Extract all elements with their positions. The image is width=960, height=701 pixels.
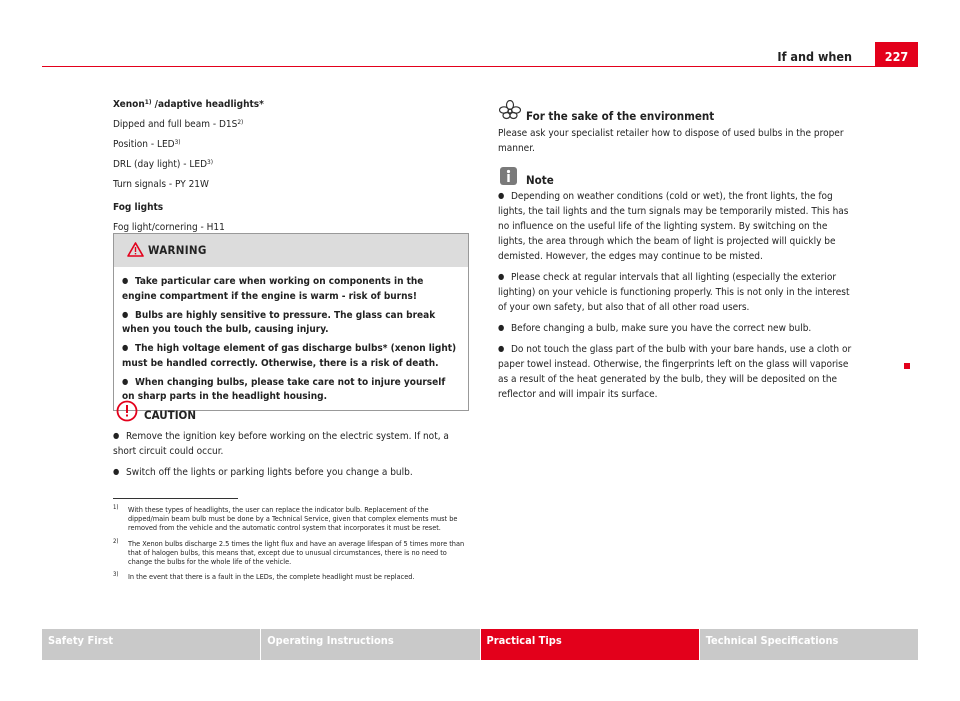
note-title: Note bbox=[526, 173, 554, 187]
page-header-title: If and when bbox=[777, 49, 852, 64]
warning-list bbox=[114, 267, 468, 410]
info-icon bbox=[499, 164, 519, 191]
caution-list bbox=[113, 428, 469, 485]
bottom-nav bbox=[42, 629, 918, 660]
page-number: 227 bbox=[875, 42, 918, 66]
spec-line: Turn signals - PY 21W bbox=[113, 179, 209, 190]
header-rule bbox=[42, 66, 918, 67]
caution-item: ● Remove the ignition key before working on the electric system. If not, a short circuit could occur. bbox=[113, 431, 449, 457]
spec-line: DRL (day light) - LED$^{3)}$ bbox=[113, 158, 214, 170]
footnote: 1) With these types of headlights, the user can replace the indicator bulb. Replacement of the dipped/main beam bulb must be done by a Technical Service, given that complex elements must be removed from the vehicle and the automatic control system that incorporates it must be reset. bbox=[113, 504, 458, 533]
footnotes bbox=[113, 505, 469, 587]
spec-line: Fog light/cornering - H11 bbox=[113, 222, 225, 233]
footnote: 2) The Xenon bulbs discharge 2.5 times the light flux and have an average lifespan of 5 times more than that of halogen bulbs, this means that, except due to unusual circumstances, there is no need to change the bulbs for the whole life of the vehicle. bbox=[113, 537, 465, 567]
environment-text: Please ask your specialist retailer how to dispose of used bulbs in the proper manner. bbox=[498, 128, 844, 154]
warning-title: WARNING bbox=[148, 243, 207, 257]
caution-title: CAUTION bbox=[144, 408, 197, 422]
footnote-rule bbox=[113, 498, 238, 499]
warning-box bbox=[113, 233, 469, 411]
footnote: 3) In the event that there is a fault in the LEDs, the complete headlight must be replaced. bbox=[113, 571, 415, 582]
environment-title: For the sake of the environment bbox=[526, 109, 715, 123]
flower-icon bbox=[499, 100, 521, 125]
spec-line: Dipped and full beam - $D1S^{2)}$ bbox=[113, 118, 244, 130]
caution-item: ● Switch off the lights or parking lights before you change a bulb. bbox=[113, 467, 413, 478]
left-column bbox=[113, 97, 469, 478]
warning-triangle-icon bbox=[127, 242, 144, 262]
note-item: ● Before changing a bulb, make sure you have the correct new bulb. bbox=[498, 323, 812, 334]
bulb-specs bbox=[113, 97, 469, 235]
warning-item: ● The high voltage element of gas discharge bulbs* (xenon light) must be handled correctly. Otherwise, there is a risk of death. bbox=[122, 343, 457, 369]
warning-item: ● Take particular care when working on components in the engine compartment if the engine is warm - risk of burns! bbox=[122, 276, 424, 302]
spec-line: Position - LED$^{3)}$ bbox=[113, 138, 181, 150]
nav-tab-safety-first[interactable]: Safety First bbox=[42, 629, 260, 660]
caution-exclamation-icon bbox=[116, 400, 138, 427]
note-item: ● Depending on weather conditions (cold or wet), the front lights, the fog lights, the tail lights and the turn signals may be temporarily misted. This has no influence on the useful life of the lighting system. By switching on the lights, the area through which the beam of light is projected will quickly be demisted. However, the edges may continue to be misted. bbox=[498, 191, 849, 262]
fog-heading: Fog lights bbox=[113, 202, 164, 213]
note-item: ● Do not touch the glass part of the bulb with your bare hands, use a cloth or paper towel instead. Otherwise, the fingerprints left on the glass will vaporise as a result of the heat generated by the bulb, they will be deposited on the reflector and will impair its surface. bbox=[498, 344, 852, 400]
warning-item: ● Bulbs are highly sensitive to pressure. The glass can break when you touch the bulb, causing injury. bbox=[122, 309, 436, 335]
nav-tab-operating-instructions[interactable]: Operating Instructions bbox=[261, 629, 479, 660]
note-list bbox=[498, 188, 854, 407]
nav-tab-technical-specifications[interactable]: Technical Specifications bbox=[700, 629, 918, 660]
warning-item: ● When changing bulbs, please take care not to injure yourself on sharp parts in the headlight housing. bbox=[122, 376, 446, 402]
nav-tab-practical-tips[interactable]: Practical Tips bbox=[481, 629, 699, 660]
section-end-marker bbox=[904, 363, 910, 369]
warning-header bbox=[114, 234, 468, 267]
note-item: ● Please check at regular intervals that all lighting (especially the exterior lighting) on your vehicle is functioning properly. This is not only in the interest of your own safety, but also that of all other road users. bbox=[498, 272, 850, 313]
xenon-heading: Xenon$^{1)}$ /adaptive headlights* bbox=[113, 98, 264, 110]
